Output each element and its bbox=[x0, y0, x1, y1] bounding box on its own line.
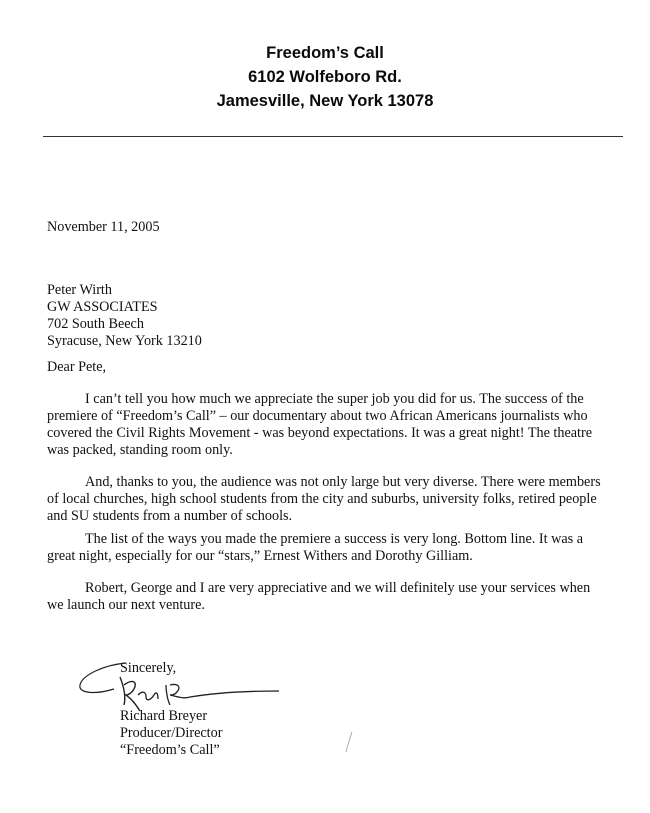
body-paragraph-1: I can’t tell you how much we appreciate the super job you did for us. The success of the premiere of “Freedom’s Call” – our documentary about two African Americans journalists who covered the Civil Rights Movement - was beyond expectations. It was a great night! The theatre was packed, standing room only. bbox=[47, 391, 593, 458]
stray-pen-mark bbox=[340, 728, 360, 758]
signature-block bbox=[120, 708, 222, 759]
letterhead-city-state-zip: Jamesville, New York 13078 bbox=[216, 92, 434, 110]
salutation: Dear Pete, bbox=[47, 359, 107, 375]
recipient-company: GW ASSOCIATES bbox=[47, 299, 158, 315]
letterhead-street: 6102 Wolfeboro Rd. bbox=[248, 68, 402, 86]
body-paragraph-3: The list of the ways you made the premiere a success is very long. Bottom line. It was a great night, especially for our “stars,” Ernest Withers and Dorothy Gilliam. bbox=[47, 531, 584, 564]
recipient-street: 702 South Beech bbox=[47, 316, 144, 332]
letterhead-divider bbox=[43, 136, 623, 137]
body-paragraph-4: Robert, George and I are very appreciative and we will definitely use your services when we launch our next venture. bbox=[47, 580, 591, 613]
letterhead bbox=[0, 41, 650, 113]
signer-project: “Freedom’s Call” bbox=[120, 742, 220, 758]
letterhead-organization: Freedom’s Call bbox=[266, 44, 384, 62]
signer-name: Richard Breyer bbox=[120, 708, 208, 724]
recipient-city-state-zip: Syracuse, New York 13210 bbox=[47, 333, 202, 349]
signer-title: Producer/Director bbox=[120, 725, 223, 741]
body-paragraph-2: And, thanks to you, the audience was not only large but very diverse. There were members of local churches, high school students from the city and suburbs, university folks, retired people and SU students from a number of schools. bbox=[47, 474, 601, 524]
recipient-address bbox=[47, 282, 202, 350]
recipient-name: Peter Wirth bbox=[47, 282, 112, 298]
letter-date: November 11, 2005 bbox=[47, 219, 160, 235]
closing: Sincerely, bbox=[120, 660, 177, 676]
handwritten-signature bbox=[74, 655, 284, 715]
